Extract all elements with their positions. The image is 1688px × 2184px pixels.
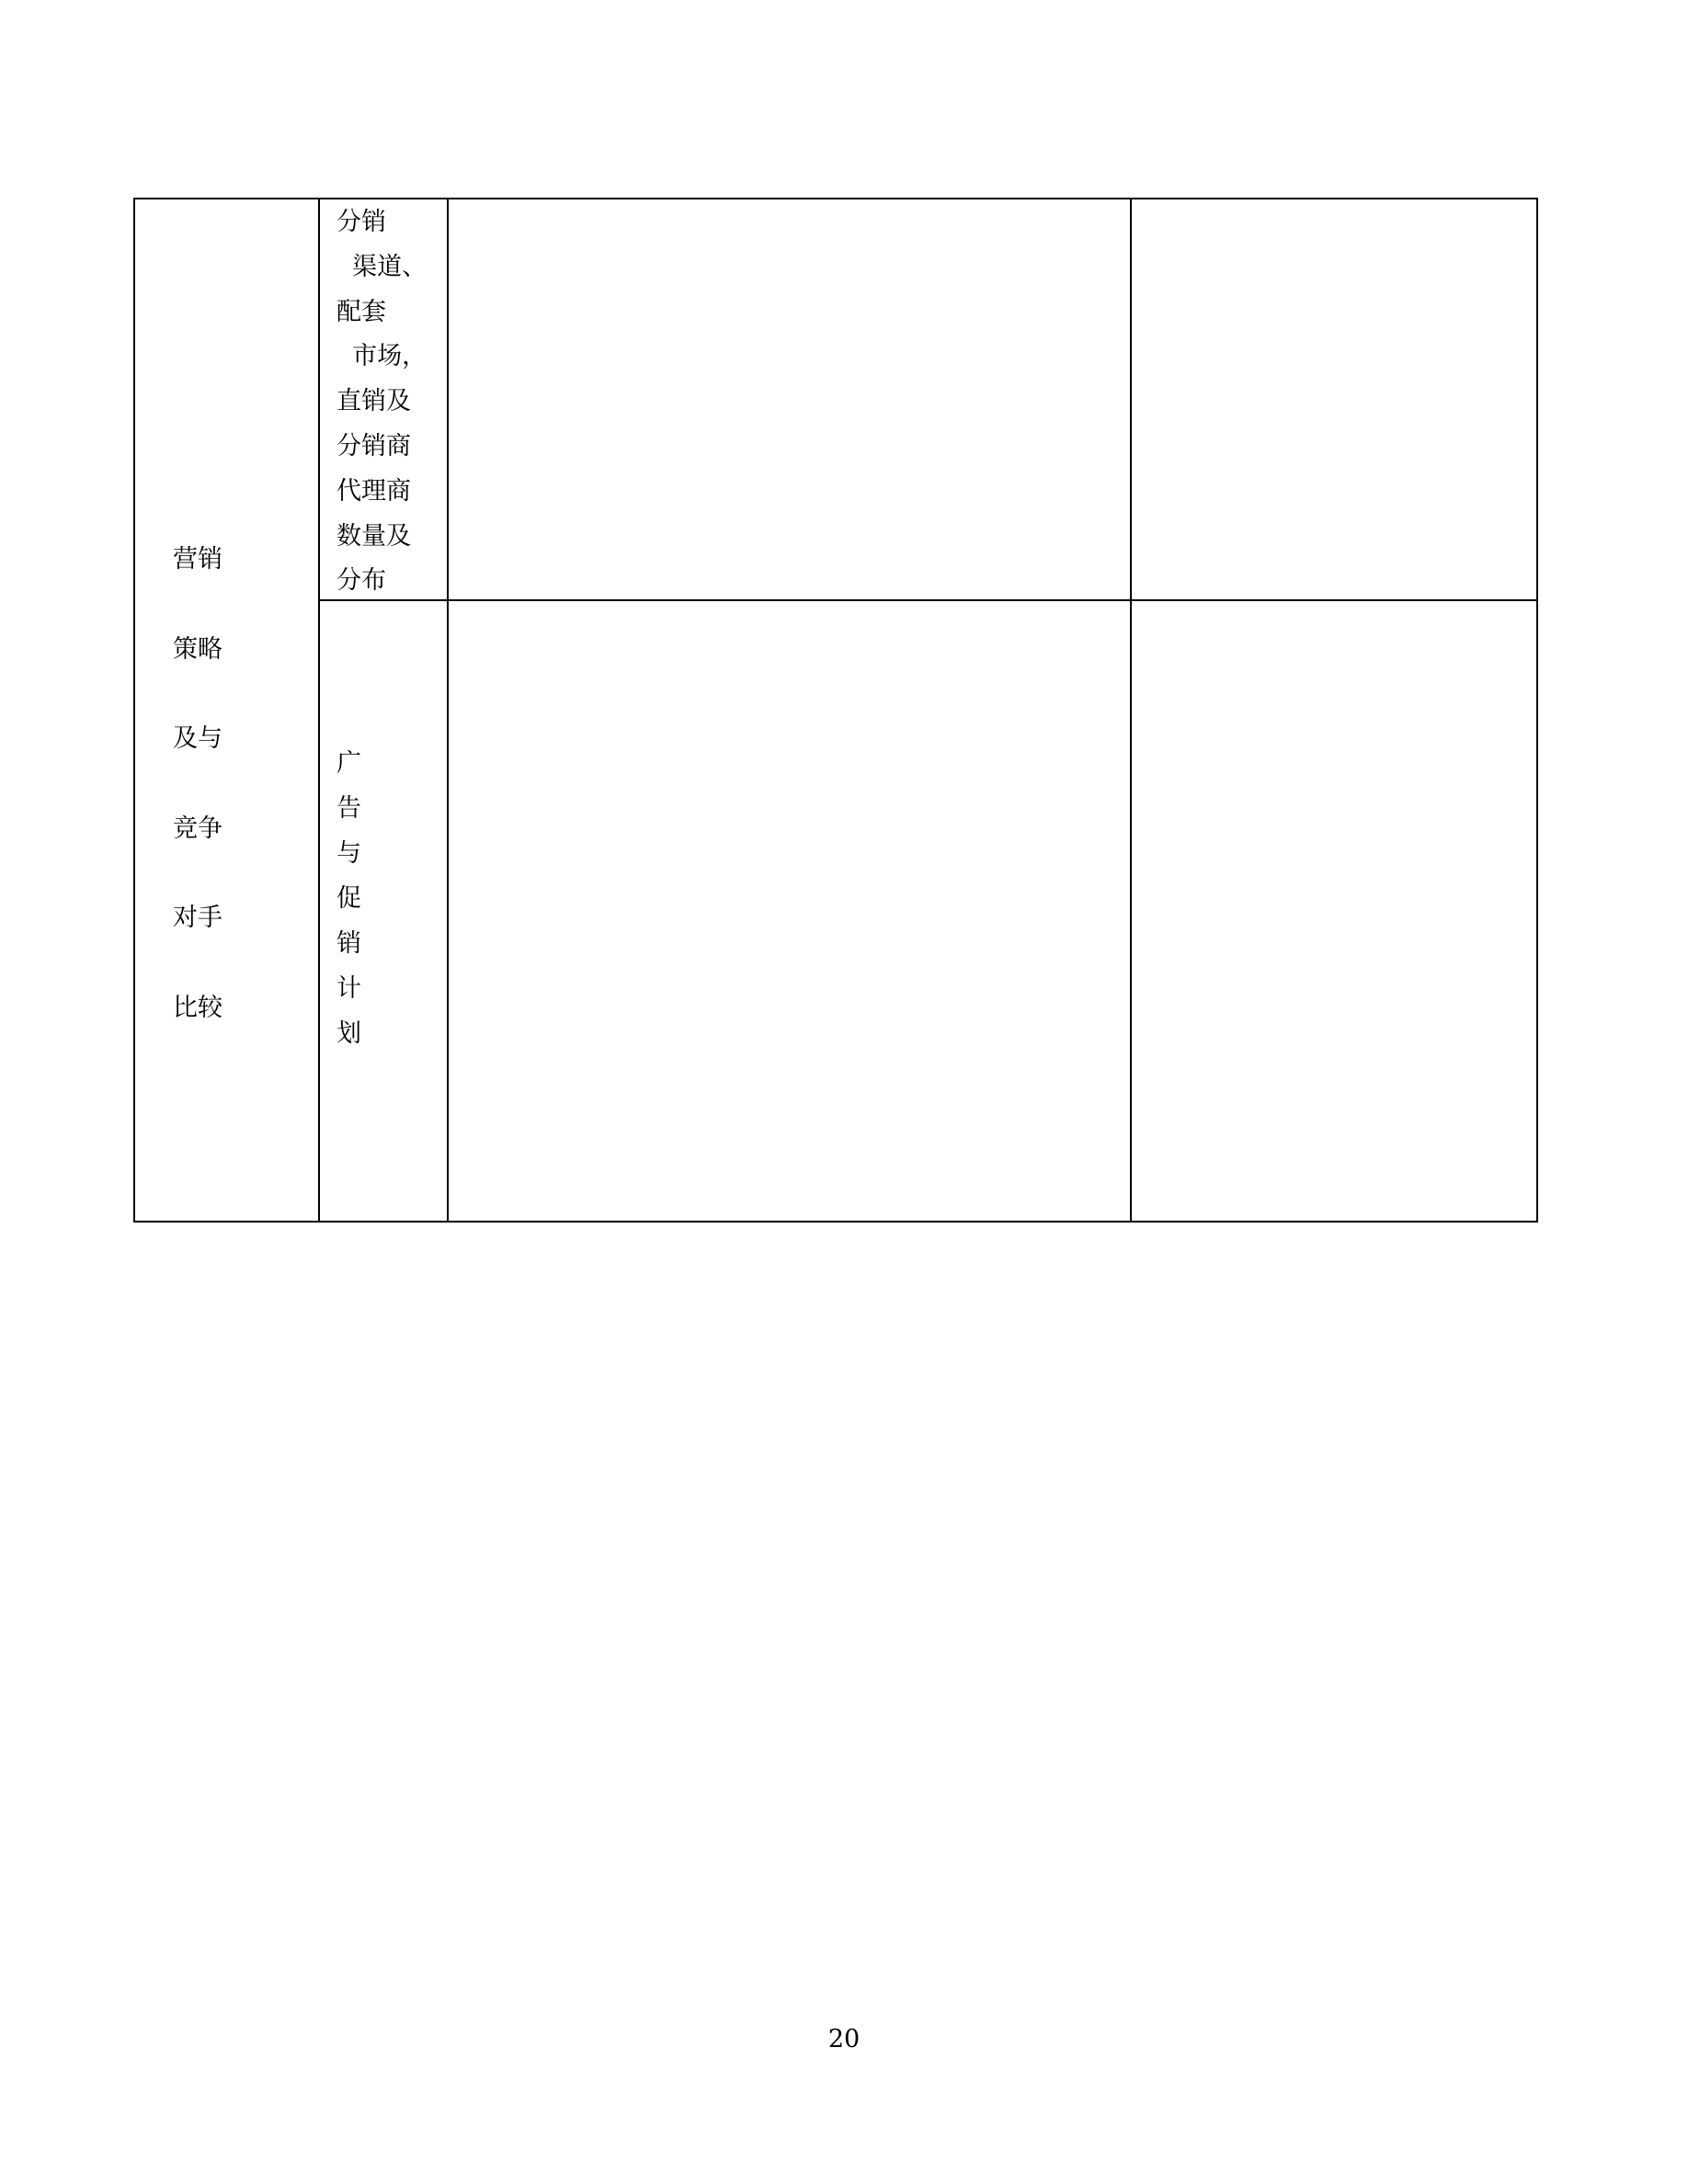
label-line: 划 (336, 1019, 361, 1048)
category-line: 策略 (173, 634, 222, 664)
advertising-promotion-label (336, 741, 392, 1056)
category-line: 竞争 (173, 813, 222, 843)
distribution-notes-cell (1132, 199, 1536, 599)
label-line: 代理商 (336, 476, 411, 506)
label-line: 分布 (336, 566, 386, 596)
distribution-content-cell (449, 199, 1130, 599)
label-line: 计 (336, 974, 361, 1003)
category-line: 比较 (173, 993, 222, 1022)
advertising-content-cell (449, 601, 1130, 1221)
label-line: 分销商 (336, 431, 411, 461)
category-cell (173, 515, 237, 1052)
label-line: 市场， (336, 342, 428, 371)
label-line: 促 (336, 884, 361, 913)
label-line: 配套 (336, 297, 386, 326)
category-column-divider (318, 198, 320, 1223)
label-line: 直销及 (336, 387, 411, 416)
label-line: 与 (336, 839, 361, 868)
advertising-notes-cell (1132, 601, 1536, 1221)
table-bottom-border (133, 1221, 1538, 1223)
label-line: 销 (336, 929, 361, 958)
category-line: 营销 (173, 545, 222, 574)
table-right-border (1536, 198, 1538, 1223)
label-line: 数量及 (336, 521, 411, 551)
table-left-border (133, 198, 135, 1223)
page-number: 20 (827, 2025, 861, 2053)
label-line: 广 (336, 749, 361, 778)
label-line: 分销 (336, 208, 386, 236)
category-line: 对手 (173, 904, 222, 932)
distribution-channel-label (336, 200, 451, 604)
category-line: 及与 (173, 724, 222, 753)
label-line: 渠道、 (336, 252, 428, 281)
label-line: 告 (336, 794, 361, 823)
